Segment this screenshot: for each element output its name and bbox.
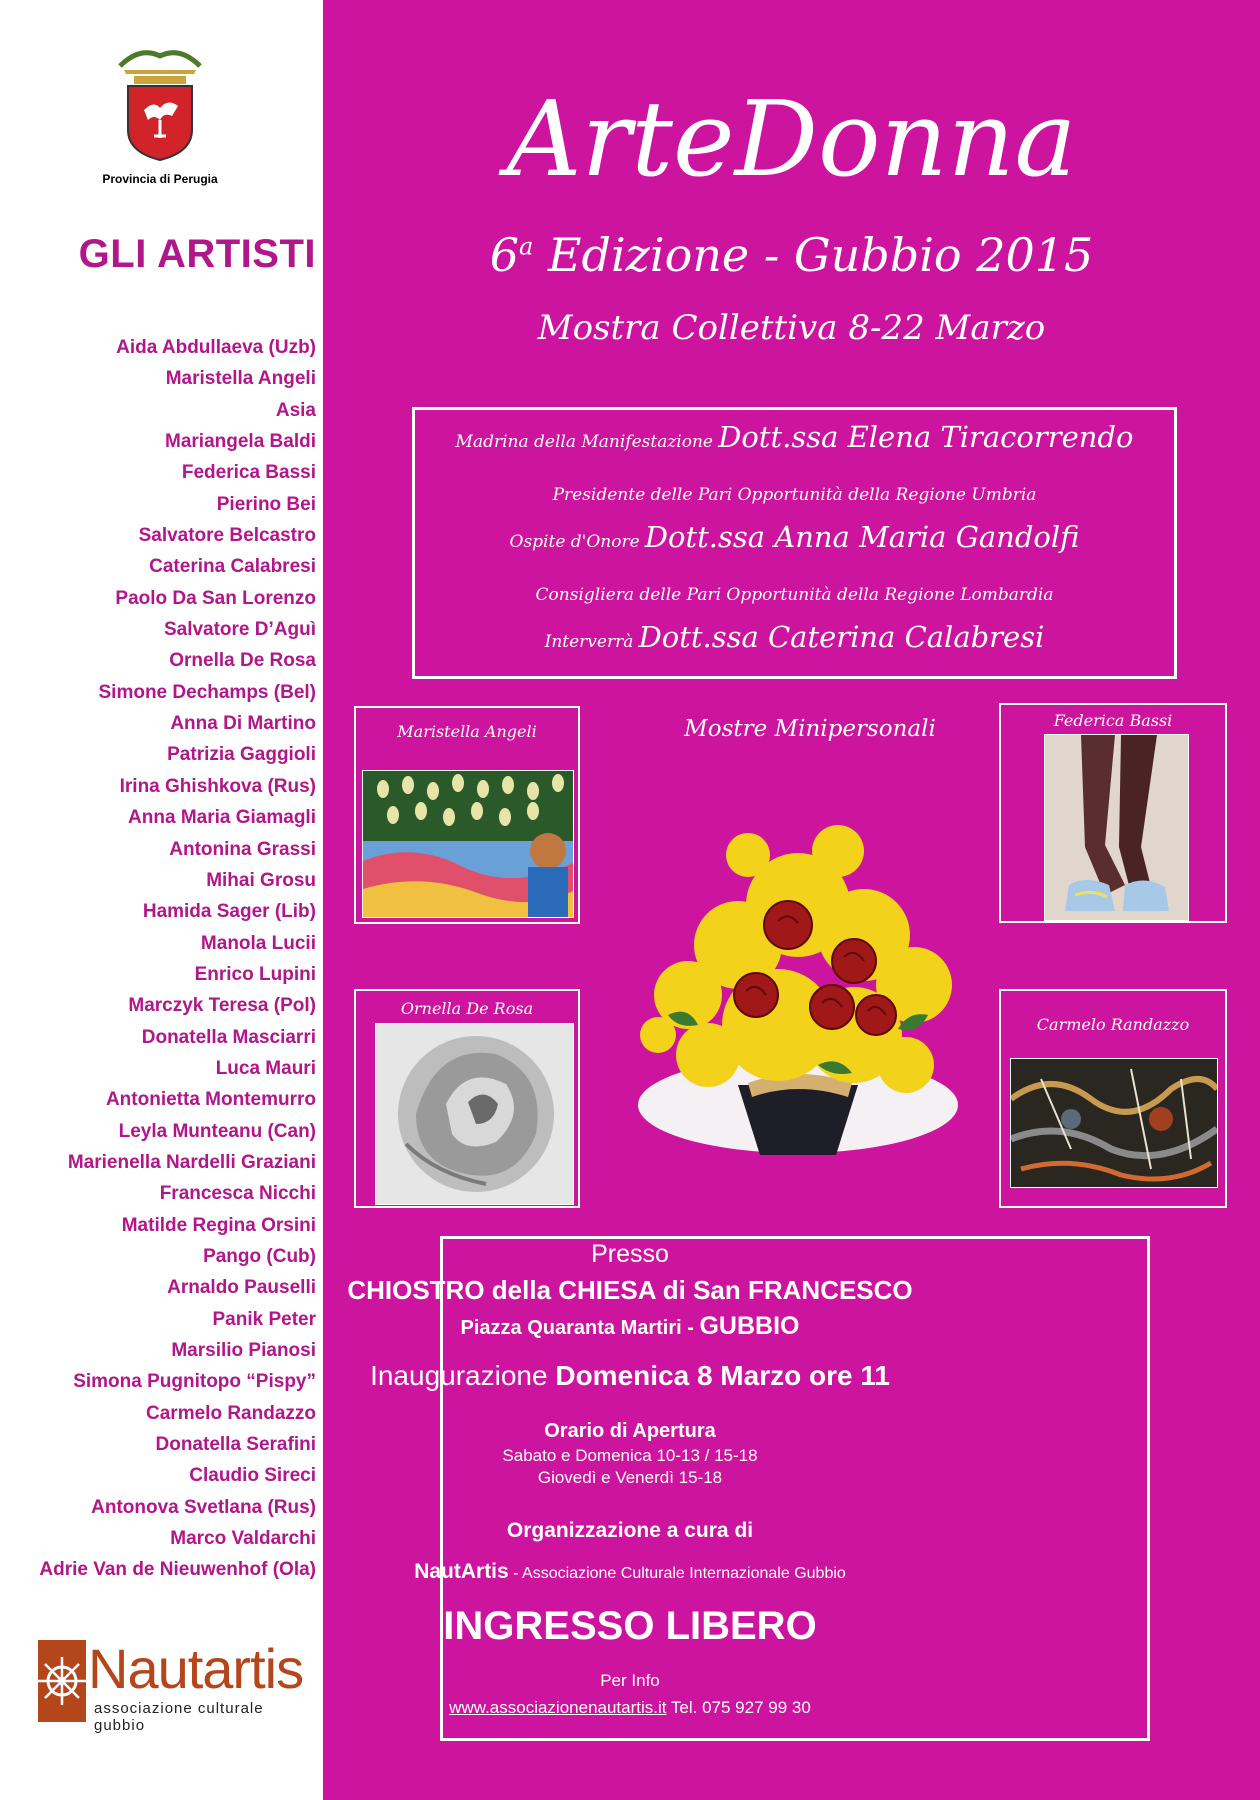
artist-name: Panik Peter [212,1308,316,1330]
per-info-label: Per Info [600,1671,660,1690]
mimosa-bouquet-image [628,815,974,1160]
madrina-line [415,420,1174,454]
artist-name: Asia [275,399,316,421]
artist-name: Anna Maria Giamagli [128,807,316,829]
artist-name: Arnaldo Pauselli [167,1277,316,1299]
artist-name: Antonina Grassi [169,838,316,860]
artist-name: Irina Ghishkova (Rus) [119,775,316,797]
edition-text: Edizione - Gubbio 2015 [533,228,1094,282]
ospite-name: Dott.ssa Anna Maria Gandolfi [644,520,1080,554]
address-text: Piazza Quaranta Martiri - [460,1317,694,1339]
hours-weekend: Sabato e Domenica 10-13 / 15-18 [502,1446,758,1465]
artist-name: Aida Abdullaeva (Uzb) [116,337,316,358]
artist-name: Federica Bassi [181,462,316,484]
ospite-role: Ospite d'Onore [509,532,640,552]
ospite-line [415,520,1174,554]
artist-name: Claudio Sireci [189,1465,316,1487]
artist-name: Pierino Bei [216,493,316,515]
artwork-image [362,770,574,918]
city-text: GUBBIO [699,1312,800,1340]
provincia-perugia-crest-icon [110,44,210,164]
art-panel-ornella-de-rosa [354,989,580,1208]
artist-name: Antonietta Montemurro [105,1089,316,1111]
minipersonali-heading: Mostre Minipersonali [684,716,936,742]
organizer-title: Organizzazione a cura di [506,1519,754,1542]
artist-name: Mihai Grosu [206,869,316,891]
hours-weekdays: Giovedì e Venerdì 15-18 [537,1468,723,1487]
edition-superscript: a [518,232,534,261]
madrina-name: Dott.ssa Elena Tiracorrendo [718,420,1134,454]
artist-name: Manola Lucii [200,932,316,954]
opening-label: Inaugurazione [370,1360,548,1391]
opening-line [0,1360,1260,1392]
artist-name: Salvatore Belcastro [138,525,316,547]
phone-text: Tel. 075 927 99 30 [666,1698,811,1717]
artist-name: Caterina Calabresi [149,556,316,578]
artist-name: Pango (Cub) [203,1245,316,1267]
artist-name: Luca Mauri [215,1057,316,1079]
art-caption: Ornella De Rosa [400,999,534,1018]
exhibition-subtitle: Mostra Collettiva 8-22 Marzo [537,308,1046,348]
artist-name: Enrico Lupini [194,963,316,985]
hours-title: Orario di Apertura [544,1420,716,1442]
address-line [0,1312,1260,1341]
artist-name: Francesca Nicchi [159,1183,316,1205]
artist-list [6,332,316,1586]
organizer-line [0,1560,1260,1584]
artist-name: Mariangela Baldi [165,431,316,453]
organizer-desc: - Associazione Culturale Internazionale Gubbio [508,1565,846,1582]
artist-name: Simone Dechamps (Bel) [98,681,316,703]
logo-wordmark: Nautartis [88,1637,304,1700]
interverra-line [415,620,1174,654]
province-label: Provincia di Perugia [102,172,218,186]
art-panel-maristella-angeli [354,706,580,924]
artist-name: Donatella Masciarri [141,1026,316,1048]
organizer-name: NautArtis [414,1560,509,1583]
madrina-role: Madrina della Manifestazione [455,432,713,452]
presso-label: Presso [591,1240,669,1268]
artist-name: Marsilio Pianosi [171,1340,316,1361]
artist-name: Hamida Sager (Lib) [142,901,316,923]
interverra-name: Dott.ssa Caterina Calabresi [638,620,1045,654]
artist-name: Paolo Da San Lorenzo [115,587,316,609]
artwork-image [1044,734,1189,921]
artist-name: Adrie Van de Nieuwenhof (Ola) [39,1559,316,1581]
artist-name: Simona Pugnitopo “Pispy” [73,1371,316,1393]
edition-number: 6 [489,228,519,282]
artist-name: Salvatore D’Aguì [163,619,316,641]
artist-name: Carmelo Randazzo [146,1402,316,1424]
free-entry-label: INGRESSO LIBERO [443,1604,817,1648]
honors-box [412,407,1177,679]
artist-name: Anna Di Martino [170,713,316,735]
poster-title: ArteDonna [506,78,1077,200]
art-caption: Carmelo Randazzo [1036,1015,1190,1034]
art-panel-carmelo-randazzo [999,989,1227,1208]
artist-name: Marco Valdarchi [170,1528,316,1550]
artist-name: Donatella Serafini [155,1434,316,1456]
edition-line [323,228,1260,282]
logo-tagline: associazione culturale gubbio [94,1700,264,1734]
madrina-desc: Presidente delle Pari Opportunità della Regione Umbria [552,485,1037,505]
artist-name: Antonova Svetlana (Rus) [91,1496,316,1518]
art-panel-federica-bassi [999,703,1227,923]
interverra-role: Interverrà [544,632,634,652]
artist-name: Matilde Regina Orsini [121,1214,316,1236]
opening-date: Domenica 8 Marzo ore 11 [555,1360,890,1391]
artist-name: Ornella De Rosa [169,650,316,672]
art-caption: Federica Bassi [1053,711,1173,730]
artist-name: Patrizia Gaggioli [167,744,316,766]
contact-line [0,1698,1260,1718]
artists-heading: GLI ARTISTI [78,232,316,276]
website-link[interactable]: www.associazionenautartis.it [449,1698,667,1717]
artwork-image [375,1023,574,1205]
venue-name: CHIOSTRO della CHIESA di San FRANCESCO [347,1275,913,1305]
art-caption: Maristella Angeli [397,722,537,741]
artist-name: Marczyk Teresa (Pol) [128,995,316,1017]
ospite-desc: Consigliera delle Pari Opportunità della Regione Lombardia [535,585,1054,605]
artist-name: Maristella Angeli [165,368,316,390]
artist-name: Leyla Munteanu (Can) [118,1120,316,1142]
artist-name: Marienella Nardelli Graziani [67,1151,316,1173]
artwork-image [1010,1058,1218,1188]
